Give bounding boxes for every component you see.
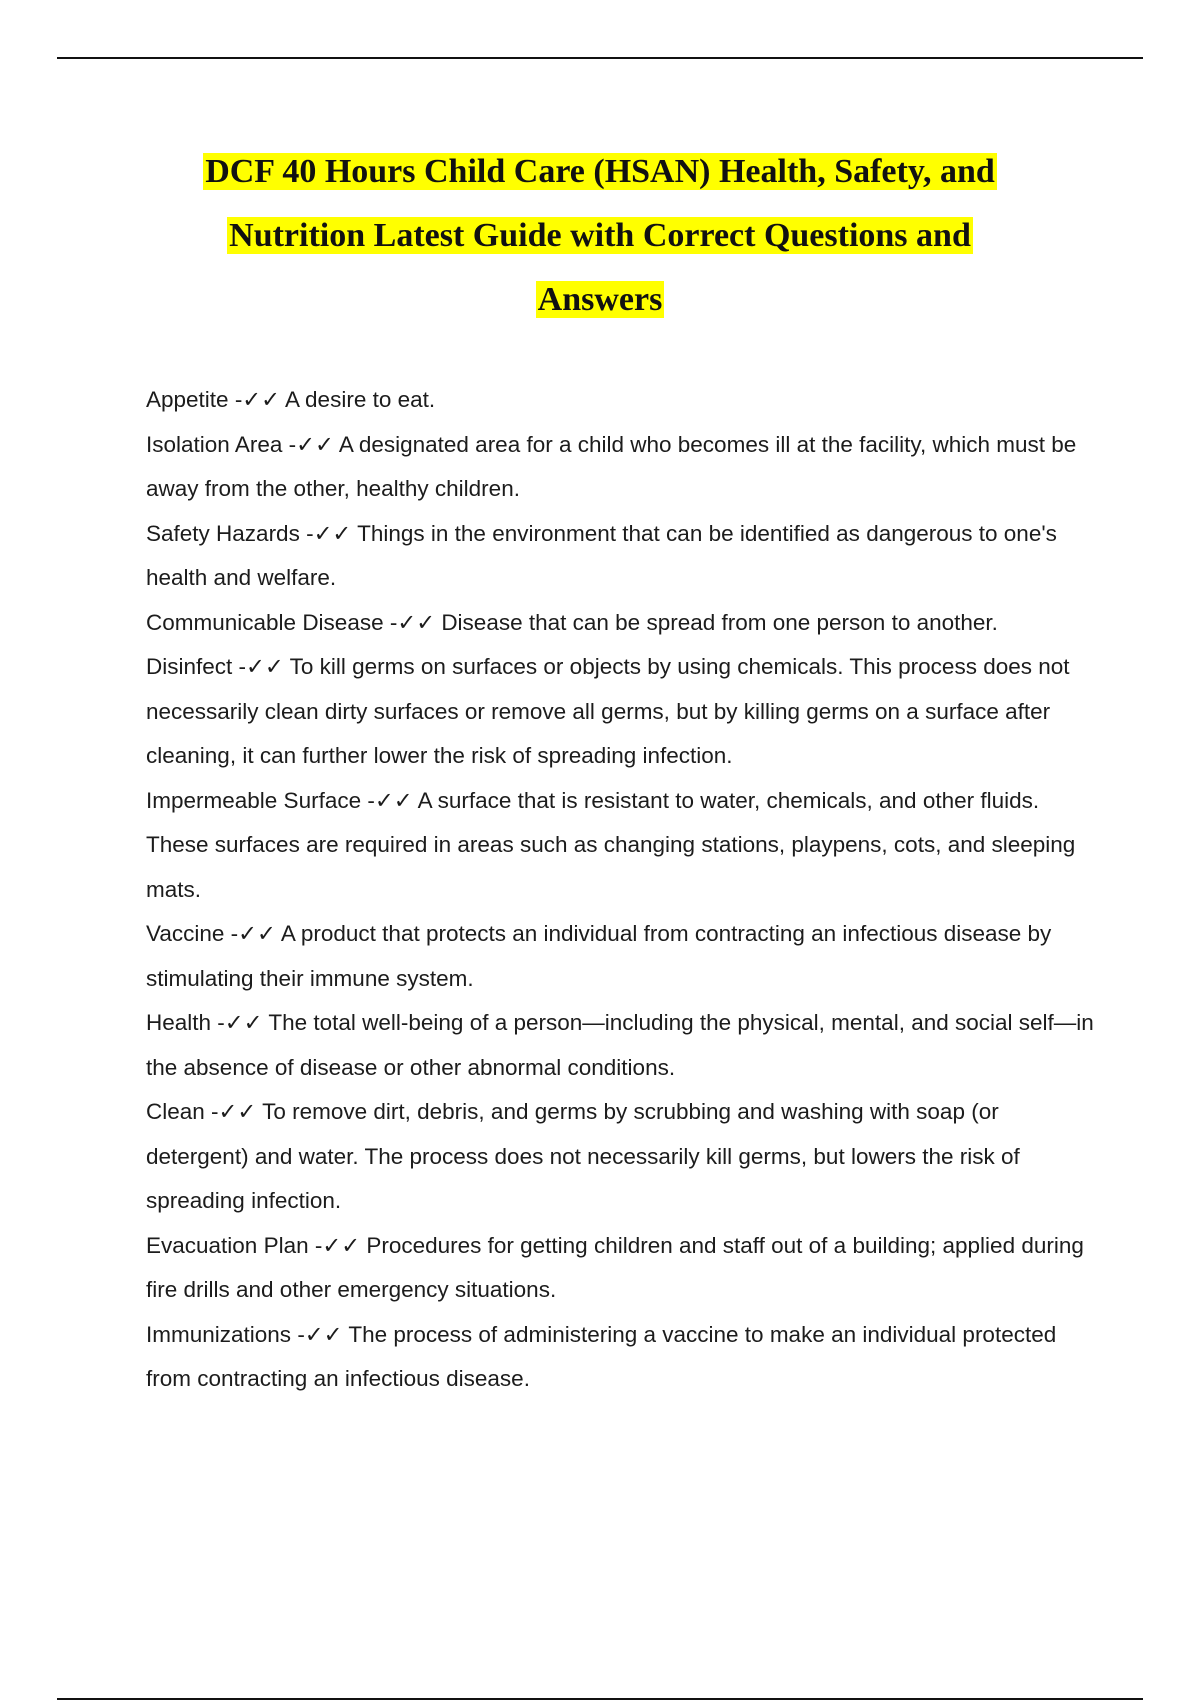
entry-definition: To remove dirt, debris, and germs by scrubbing and washing with soap (or detergent) and water. The process does not necessarily kill germs, but lowers the risk of spreading infection. <box>146 1099 1020 1213</box>
title-line-1: DCF 40 Hours Child Care (HSAN) Health, Safety, and <box>205 153 995 190</box>
glossary-entry <box>146 423 1096 512</box>
entry-term: Disinfect <box>146 654 233 679</box>
entry-separator: -✓✓ <box>299 520 358 546</box>
entry-term: Clean <box>146 1099 205 1124</box>
entry-definition: A designated area for a child who becomes ill at the facility, which must be away from the other, healthy children. <box>146 431 1077 501</box>
entry-definition: To kill germs on surfaces or objects by using chemicals. This process does not necessarily clean dirty surfaces or remove all germs, but by killing germs on a surface after cleaning, it can further lower the risk of spreading infection. <box>146 654 1070 768</box>
entry-term: Immunizations <box>146 1321 292 1347</box>
glossary-entry <box>146 912 1096 1001</box>
entry-term: Communicable Disease <box>146 609 384 635</box>
entry-definition: Disease that can be spread from one person to another. <box>441 609 998 635</box>
entry-separator: -✓✓ <box>361 787 418 813</box>
entry-separator: -✓✓ <box>383 609 442 635</box>
top-rule <box>57 57 1143 59</box>
entry-definition: A desire to eat. <box>285 387 436 412</box>
glossary-entry <box>146 1090 1096 1224</box>
entry-term: Appetite <box>146 387 229 412</box>
entry-separator: -✓✓ <box>308 1232 367 1258</box>
entry-separator: -✓✓ <box>211 1010 269 1035</box>
entry-separator: -✓✓ <box>224 921 281 946</box>
glossary-entry <box>146 601 1096 646</box>
glossary-entry <box>146 1224 1096 1313</box>
entry-term: Isolation Area <box>146 431 283 457</box>
glossary-entry <box>146 779 1096 913</box>
entry-definition: Things in the environment that can be identified as dangerous to one's health and welfare. <box>146 520 1057 590</box>
entry-term: Evacuation Plan <box>146 1232 309 1258</box>
glossary-entry <box>146 378 1096 423</box>
entry-separator: -✓✓ <box>282 431 339 457</box>
entry-definition: The total well-being of a person—including the physical, mental, and social self—in the absence of disease or other abnormal conditions. <box>146 1010 1094 1080</box>
entry-separator: -✓✓ <box>232 654 290 679</box>
entry-term: Impermeable Surface <box>146 787 362 813</box>
glossary-entry <box>146 512 1096 601</box>
entry-definition: A surface that is resistant to water, chemicals, and other fluids. These surfaces are required in areas such as changing stations, playpens, cots, and sleeping mats. <box>146 787 1076 902</box>
entry-term: Health <box>146 1010 212 1035</box>
entry-term: Vaccine <box>146 921 225 946</box>
glossary-list <box>146 378 1096 1402</box>
entry-term: Safety Hazards <box>146 520 300 546</box>
document-title <box>100 140 1100 332</box>
glossary-entry <box>146 1313 1096 1402</box>
entry-separator: -✓✓ <box>204 1099 263 1124</box>
title-line-3: Answers <box>537 281 663 318</box>
entry-separator: -✓✓ <box>228 387 286 412</box>
title-line-2: Nutrition Latest Guide with Correct Questions and <box>229 217 971 254</box>
entry-separator: -✓✓ <box>291 1321 349 1347</box>
entry-definition: The process of administering a vaccine to make an individual protected from contracting an infectious disease. <box>146 1321 1057 1391</box>
entry-definition: A product that protects an individual from contracting an infectious disease by stimulating their immune system. <box>146 921 1052 991</box>
glossary-entry <box>146 645 1096 779</box>
glossary-entry <box>146 1001 1096 1090</box>
entry-definition: Procedures for getting children and staff out of a building; applied during fire drills and other emergency situations. <box>146 1232 1084 1302</box>
